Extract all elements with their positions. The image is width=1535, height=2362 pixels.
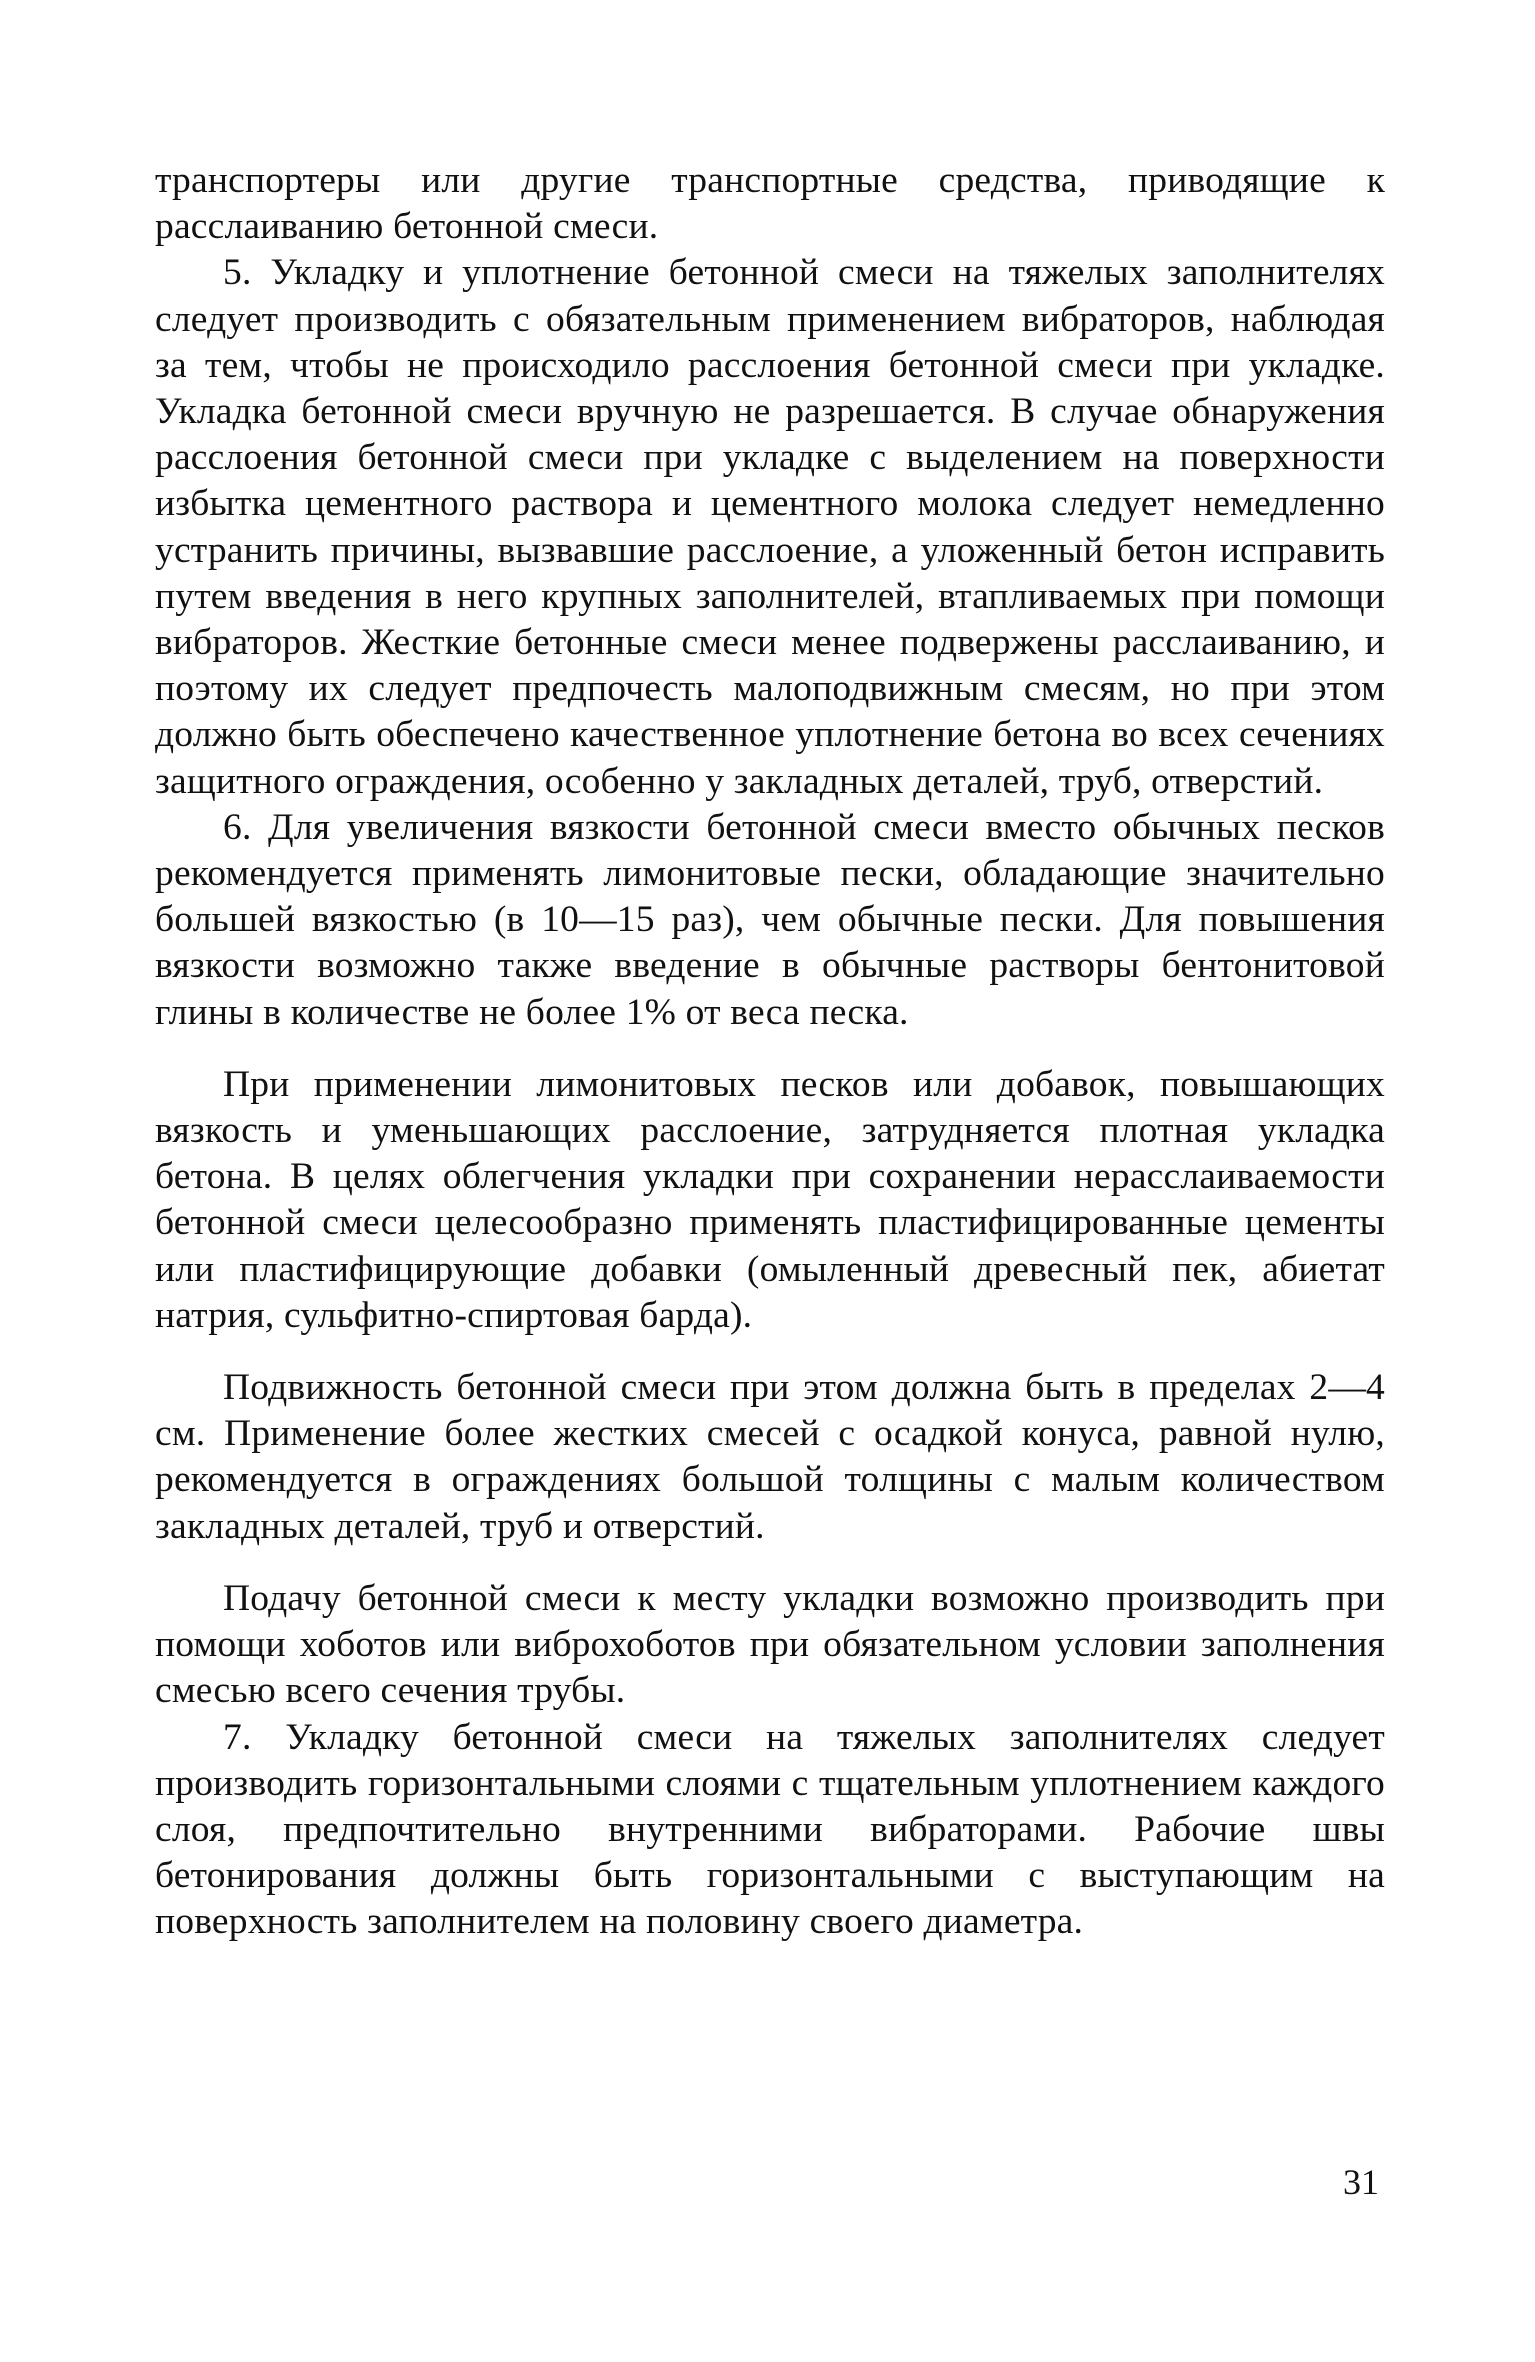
page-body	[155, 158, 1385, 1946]
page-number: 31	[1343, 2162, 1379, 2202]
paragraph-item-5: 5. Укладку и уплотнение бетонной смеси на тяжелых заполнителях следует производить с обязательным применением вибраторов, наблюдая за тем, чтобы не происходило расслоения бетонной смеси при укладке. Укладка бетонной смеси вручную не разрешается. В случае обнаружения расслоения бетонной смеси при укладке с выделением на поверхности избытка цементного раствора и цементного молока следует немедленно устранить причины, вызвавшие расслоение, а уложенный бетон исправить путем введения в него крупных заполнителей, втапливаемых при помощи вибраторов. Жесткие бетонные смеси менее подвержены расслаиванию, и поэтому их следует предпочесть малоподвижным смесям, но при этом должно быть обеспечено качественное уплотнение бетона во всех сечениях защитного ограждения, особенно у закладных деталей, труб, отверстий.	[155, 252, 1385, 802]
paragraph-continuation: транспортеры или другие транспортные средства, приводящие к расслаиванию бетонной смеси.	[155, 160, 1385, 248]
paragraph-limonite-sands: При применении лимонитовых песков или добавок, повышающих вязкость и уменьшающих расслоение, затрудняется плотная укладка бетона. В целях облегчения укладки при сохранении нерасслаиваемости бетонной смеси целесообразно применять пластифицированные цементы или пластифицирующие добавки (омыленный древесный пек, абиетат натрия, сульфитно-спиртовая барда).	[155, 1063, 1385, 1336]
paragraph-item-7: 7. Укладку бетонной смеси на тяжелых заполнителях следует производить горизонтальными слоями с тщательным уплотнением каждого слоя, предпочтительно внутренними вибраторами. Рабочие швы бетонирования должны быть горизонтальными с выступающим на поверхность заполнителем на половину своего диаметра.	[155, 1716, 1385, 1943]
paragraph-item-6: 6. Для увеличения вязкости бетонной смеси вместо обычных песков рекомендуется применять лимонитовые пески, обладающие значительно большей вязкостью (в 10—15 раз), чем обычные пески. Для повышения вязкости возможно также введение в обычные растворы бентонитовой глины в количестве не более 1% от веса песка.	[155, 806, 1385, 1033]
paragraph-mobility: Подвижность бетонной смеси при этом должна быть в пределах 2—4 см. Применение более жестких смесей с осадкой конуса, равной нулю, рекомендуется в ограждениях большой толщины с малым количеством закладных деталей, труб и отверстий.	[155, 1367, 1385, 1547]
paragraph-delivery: Подачу бетонной смеси к месту укладки возможно производить при помощи хоботов или виброхоботов при обязательном условии заполнения смесью всего сечения трубы.	[155, 1577, 1385, 1712]
